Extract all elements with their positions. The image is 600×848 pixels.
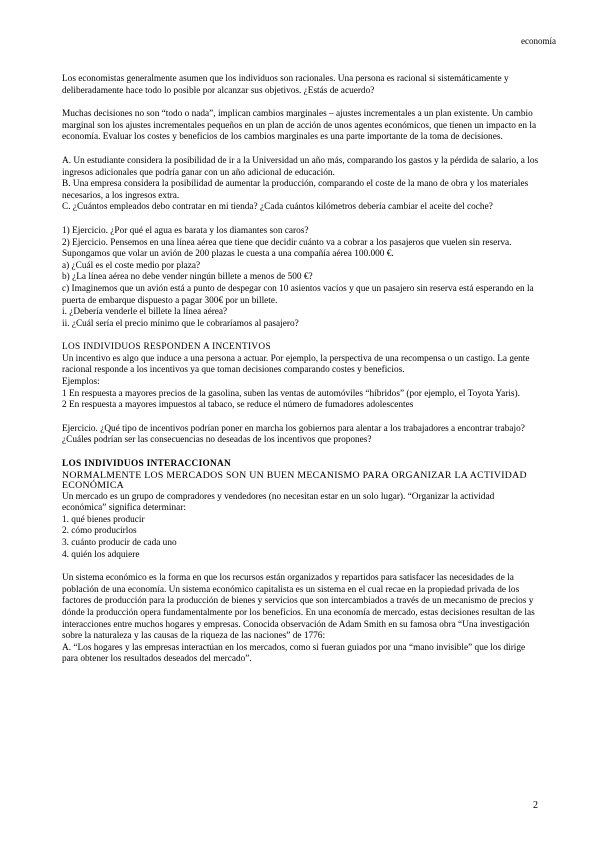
decision-list-item: 2. cómo producirlos xyxy=(62,526,137,537)
incentives-example-2: 2 En respuesta a mayores impuestos al tabaco, se reduce el número de fumadores adolescentes xyxy=(62,400,414,411)
page-body xyxy=(62,74,540,666)
incentives-exercise: Ejercicio. ¿Qué tipo de incentivos podrían poner en marcha los gobiernos para alentar a los trabajadores a encontrar trabajo? ¿Cuáles podrían ser las consecuencias no deseadas de los incentivos que propones? xyxy=(62,423,525,446)
interaction-heading: LOS INDIVIDUOS INTERACCIONAN xyxy=(62,459,232,470)
decision-list-item: 3. cuánto producir de cada uno xyxy=(62,538,177,548)
intro-paragraph-rationality: Los economistas generalmente asumen que los individuos son racionales. Una persona es racional si sistemáticamente y deliberadamente hace todo lo posible por alcanzar sus objetivos. ¿Estás de acuerdo? xyxy=(62,74,509,96)
decision-list-item: 1. qué bienes producir xyxy=(62,514,145,525)
exercise-2a: a) ¿Cuál es el coste medio por plaza? xyxy=(62,260,201,271)
page-number: 2 xyxy=(533,800,538,811)
example-a: A. Un estudiante considera la posibilidad de ir a la Universidad un año más, comparando los gastos y la pérdida de salario, a los ingresos adicionales que podría ganar con un año adicional de educación. xyxy=(62,155,539,178)
exercise-2c-i: i. ¿Debería venderle el billete la línea aérea? xyxy=(62,307,228,318)
exercise-2: 2) Ejercicio. Pensemos en una línea aérea que tiene que decidir cuánto va a cobrar a los pasajeros que vuelen sin reserva. Supongamos que volar un avión de 200 plazas le cuesta a una compañía aérea 100.000 €. xyxy=(62,237,512,260)
exercise-1: 1) Ejercicio. ¿Por qué el agua es barata y los diamantes son caros? xyxy=(62,225,309,236)
example-b: B. Una empresa considera la posibilidad de aumentar la producción, comparando el coste de la mano de obra y los materiales necesarios, a los ingresos extra. xyxy=(62,179,529,201)
intro-paragraph-marginal: Muchas decisiones no son “todo o nada”, implican cambios marginales – ajustes incrementales a un plan existente. Un cambio marginal son los ajustes incrementales pequeños en un plan de acción de unos agentes económicos, que tienen un impacto en la economía. Evaluar los costes y beneficios de los cambios marginales es una parte importante de la toma de decisiones. xyxy=(62,109,537,143)
markets-subheading: NORMALMENTE LOS MERCADOS SON UN BUEN MECANISMO PARA ORGANIZAR LA ACTIVIDAD ECONÓMICA xyxy=(62,469,527,492)
incentives-heading: LOS INDIVIDUOS RESPONDEN A INCENTIVOS xyxy=(62,342,271,353)
incentives-body: Un incentivo es algo que induce a una persona a actuar. Por ejemplo, la perspectiva de una recompensa o un castigo. La gente racional responde a los incentivos ya que toman decisiones comparando costes y beneficios. xyxy=(62,353,530,376)
exercise-2b: b) ¿La línea aérea no debe vender ningún billete a menos de 500 €? xyxy=(62,272,313,283)
incentives-example-1: 1 En respuesta a mayores precios de la gasolina, suben las ventas de automóviles “híbridos” (por ejemplo, el Toyota Yaris). xyxy=(62,388,520,399)
exercise-2c: c) Imaginemos que un avión está a punto de despegar con 10 asientos vacíos y que un pasajero sin reserva está esperando en la puerta de embarque dispuesto a pagar 300€ por un billete. xyxy=(62,283,534,306)
exercise-2c-ii: ii. ¿Cuál sería el precio mínimo que le cobraríamos al pasajero? xyxy=(62,318,299,329)
example-c: C. ¿Cuántos empleados debo contratar en mi tienda? ¿Cada cuántos kilómetros debería cambiar el aceite del coche? xyxy=(62,202,493,213)
decision-list-item: 4. quién los adquiere xyxy=(62,549,140,560)
adam-smith-quote: A. “Los hogares y las empresas interactúan en los mercados, como si fueran guiados por una “mano invisible” que los dirige para obtener los resultados deseados del mercado”. xyxy=(62,642,526,665)
incentives-examples-label: Ejemplos: xyxy=(62,377,100,388)
running-header: economía xyxy=(521,36,556,46)
markets-body: Un mercado es un grupo de compradores y vendedores (no necesitan estar en un solo lugar). “Organizar la actividad económica” significa determinar: xyxy=(62,491,495,514)
economic-system-paragraph: Un sistema económico es la forma en que los recursos están organizados y repartidos para satisfacer las necesidades de la población de una economía. Un sistema económico capitalista es un sistema en el cual recae en la propiedad privada de los factores de producción para la producción de bienes y servicios que son intercambiados a través de un mecanismo de precios y dónde la producción opera fundamentalmente por los beneficios. En una economía de mercado, estas decisiones resultan de las interacciones entre muchos hogares y empresas. Conocida observación de Adam Smith en su famosa obra “Una investigación sobre la naturaleza y las causas de la riqueza de las naciones” de 1776: xyxy=(62,573,535,642)
